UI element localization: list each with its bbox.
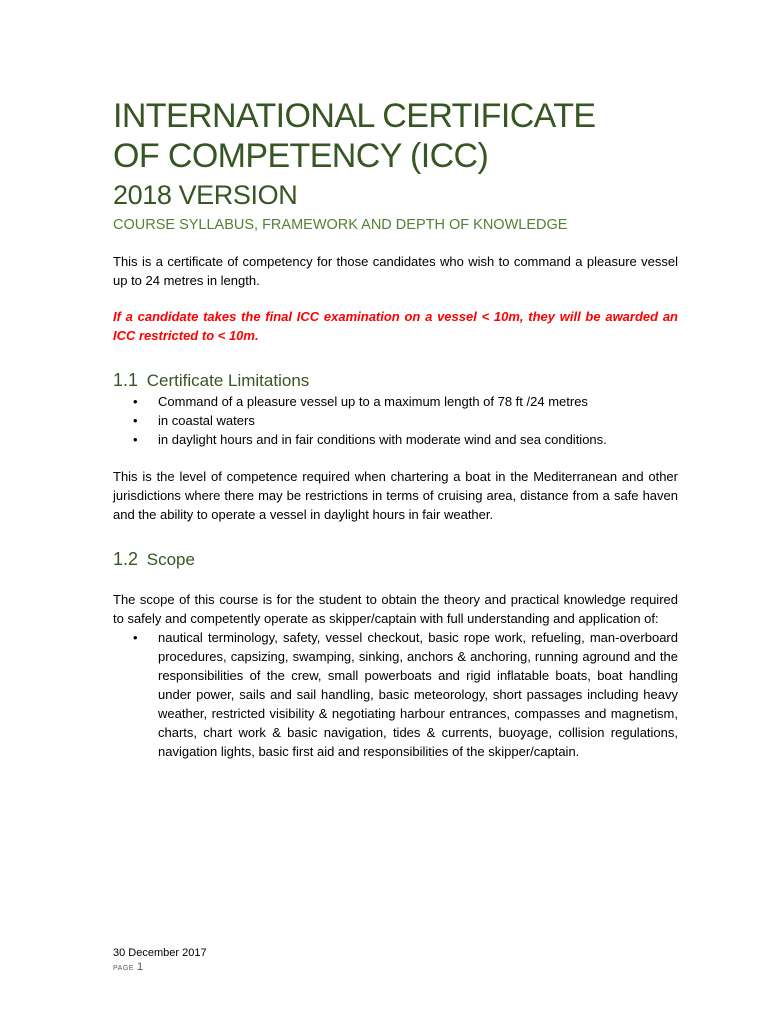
page-content xyxy=(113,96,678,761)
list-item-text: nautical terminology, safety, vessel checkout, basic rope work, refueling, man-overboard procedures, capsizing, swamping, sinking, anchors & anchoring, running aground and the responsibilities of the crew, small powerboats and rigid inflatable boats, boat handling under power, sails and sail handling, basic meteorology, short passages including heavy weather, restricted visibility & negotiating harbour entrances, compasses and magnetism, charts, chart work & basic navigation, tides & currents, buoyage, collision regulations, navigation lights, basic first aid and responsibilities of the skipper/captain. xyxy=(158,630,678,759)
list-item xyxy=(113,628,678,761)
footer-date: 30 December 2017 xyxy=(113,947,207,959)
restriction-note: If a candidate takes the final ICC examination on a vessel < 10m, they will be awarded an ICC restricted to < 10m. xyxy=(113,309,678,343)
scope-list xyxy=(113,628,678,761)
page-label: PAGE xyxy=(113,965,134,972)
list-item xyxy=(113,411,678,430)
list-item-text: in daylight hours and in fair conditions with moderate wind and sea conditions. xyxy=(158,432,607,447)
title-line-1: INTERNATIONAL CERTIFICATE xyxy=(113,97,596,135)
intro-paragraph: This is a certificate of competency for those candidates who wish to command a pleasure vessel up to 24 metres in length. xyxy=(113,254,678,288)
bullet-icon: • xyxy=(133,394,138,409)
section-heading-limitations xyxy=(113,369,678,392)
bullet-icon: • xyxy=(133,413,138,428)
page-footer xyxy=(113,946,413,976)
document-version: 2018 VERSION xyxy=(113,180,298,210)
section-number: 1.1 xyxy=(113,370,139,390)
limitations-list xyxy=(113,392,678,449)
scope-paragraph: The scope of this course is for the student to obtain the theory and practical knowledge required to safely and competently operate as skipper/captain with full understanding and application of: xyxy=(113,592,678,626)
page-number: 1 xyxy=(137,961,144,973)
list-item-text: in coastal waters xyxy=(158,413,255,428)
footer-page-number xyxy=(113,960,413,976)
list-item xyxy=(113,392,678,411)
document-title xyxy=(113,96,678,176)
section-title: Certificate Limitations xyxy=(146,371,310,390)
bullet-icon: • xyxy=(133,432,138,447)
document-subtitle: COURSE SYLLABUS, FRAMEWORK AND DEPTH OF KNOWLEDGE xyxy=(113,217,568,233)
list-item xyxy=(113,430,678,449)
section-number: 1.2 xyxy=(113,549,139,569)
bullet-icon: • xyxy=(133,630,138,645)
section-heading-scope xyxy=(113,548,678,571)
list-item-text: Command of a pleasure vessel up to a maximum length of 78 ft /24 metres xyxy=(158,394,588,409)
limitations-paragraph: This is the level of competence required when chartering a boat in the Mediterranean and other jurisdictions where there may be restrictions in terms of cruising area, distance from a safe haven and the ability to operate a vessel in daylight hours in fair weather. xyxy=(113,469,678,522)
section-title: Scope xyxy=(146,550,195,569)
title-line-2: OF COMPETENCY (ICC) xyxy=(113,137,489,175)
